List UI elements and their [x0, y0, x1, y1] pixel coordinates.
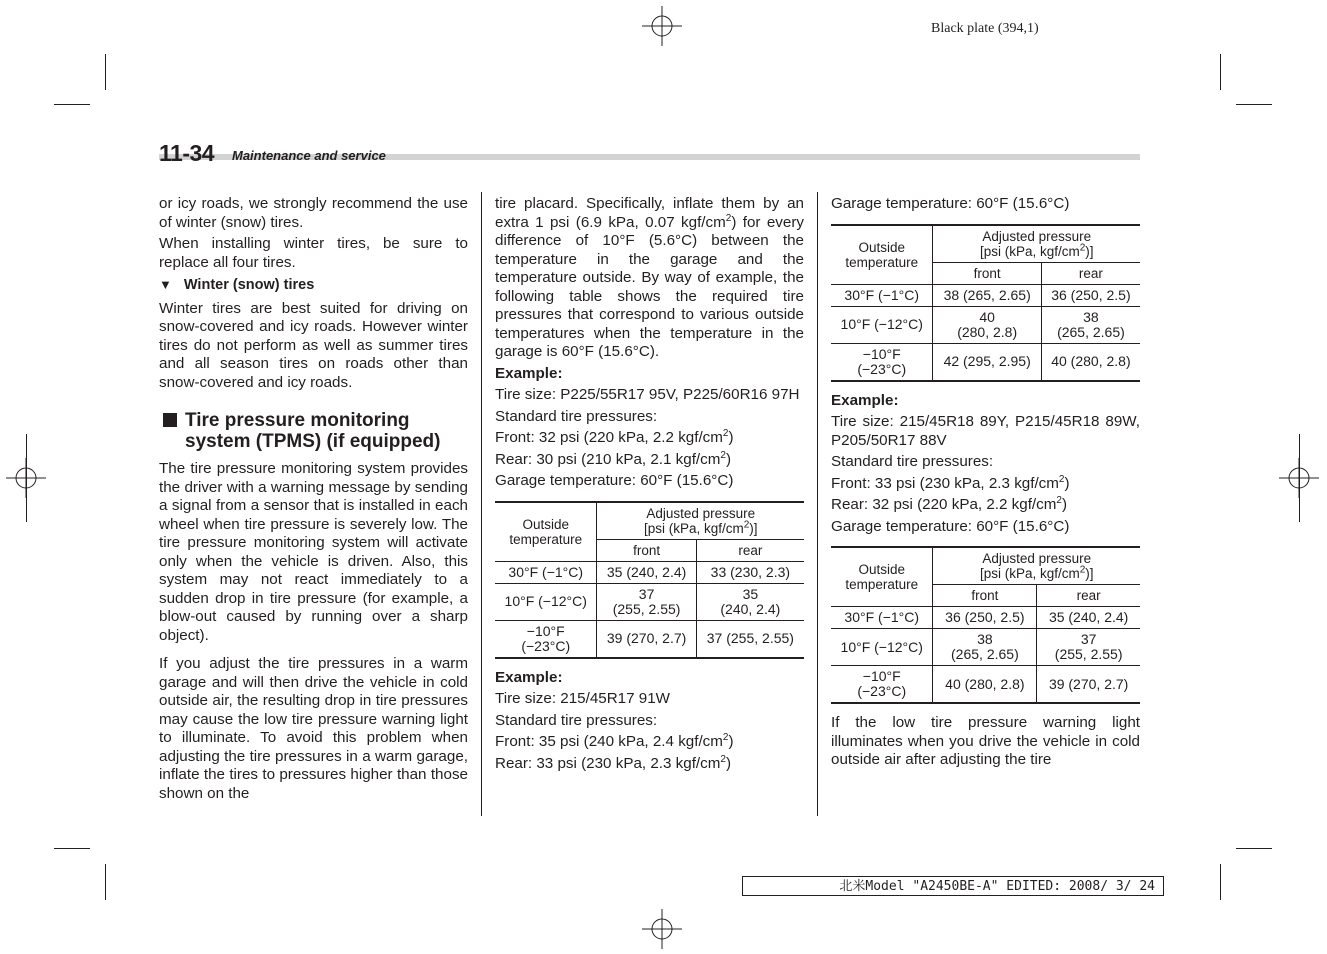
paragraph: If the low tire pressure warning light illuminates when you drive the vehicle in cold outside air after adjusting the tire: [831, 714, 1140, 768]
column-3: [831, 195, 1140, 773]
pressure-table: [831, 546, 1140, 704]
adjusted-header: Adjusted pressure [psi (kPa, kgf/$cm^2$)]: [597, 502, 804, 540]
crop-mark: [1236, 104, 1272, 105]
tpms-heading: [159, 410, 468, 452]
rear-pressure: Rear: 32 psi (220 kPa, 2.2 kgf/$cm^2$): [831, 494, 1068, 513]
outside-temp-header: Outside temperature: [831, 225, 933, 285]
crop-mark: [105, 54, 106, 90]
page-number: 11-34: [159, 140, 215, 166]
paragraph: Winter tires are best suited for driving on snow-covered and icy roads. However winter tires do not perform as well as summer tires and all season tires on roads other than snow-covered and icy roads.: [159, 299, 468, 391]
crop-mark: [1220, 864, 1221, 900]
rear-header: rear: [1037, 585, 1140, 607]
example-label: Example:: [831, 391, 899, 409]
garage-temperature: Garage temperature: 60°F (15.6°C): [831, 517, 1070, 535]
section-title: Maintenance and service: [232, 148, 386, 163]
tire-size: Tire size: 215/45R17 91W: [495, 690, 671, 707]
paragraph: When installing winter tires, be sure to replace all four tires.: [159, 235, 468, 271]
example-label: Example:: [495, 364, 563, 382]
crop-mark: [1220, 54, 1221, 90]
adjusted-header: Adjusted pressure [psi (kPa, kgf/$cm^2$)]: [933, 225, 1140, 263]
crop-mark: [54, 848, 90, 849]
rear-header: rear: [696, 539, 804, 561]
front-pressure: Front: 32 psi (220 kPa, 2.2 kgf/$cm^2$): [495, 427, 734, 446]
column-2: [495, 195, 804, 776]
table-row: −10°F (−23°C) 40 (280, 2.8) 39 (270, 2.7): [831, 666, 1140, 704]
column-divider: [481, 192, 482, 816]
standard-label: Standard tire pressures:: [831, 453, 994, 470]
table-row: 10°F (−12°C) 38 (265, 2.65) 37 (255, 2.55): [831, 629, 1140, 666]
table-row: −10°F (−23°C) 42 (295, 2.95) 40 (280, 2.8): [831, 343, 1140, 381]
paragraph: If you adjust the tire pressures in a warm garage and will then drive the vehicle in cold outside air, the resulting drop in tire pressures may cause the low tire pressure warning light to illuminate. To avoid this problem when adjusting the tire pressures in a warm garage, inflate the tires to pressures higher than those shown on the: [159, 655, 468, 802]
front-pressure: Front: 35 psi (240 kPa, 2.4 kgf/$cm^2$): [495, 731, 734, 750]
standard-label: Standard tire pressures:: [495, 407, 658, 425]
table-row: 30°F (−1°C) 35 (240, 2.4) 33 (230, 2.3): [495, 561, 804, 583]
footer-edit-stamp: 北米Model "A2450BE-A" EDITED: 2008/ 3/ 24: [742, 876, 1164, 896]
column-1: [159, 195, 468, 806]
crop-mark: [54, 104, 90, 105]
table-row: 30°F (−1°C) 36 (250, 2.5) 35 (240, 2.4): [831, 607, 1140, 629]
front-header: front: [933, 262, 1041, 284]
crop-mark: [26, 434, 27, 522]
rear-pressure: Rear: 33 psi (230 kPa, 2.3 kgf/$cm^2$): [495, 753, 732, 772]
triangle-bullet-icon: ▼: [159, 277, 172, 292]
tpms-heading-text: Tire pressure monitoring system (TPMS) (if equipped): [185, 410, 441, 452]
outside-temp-header: Outside temperature: [495, 502, 597, 562]
paragraph: tire placard. Specifically, inflate them by an extra 1 psi (6.9 kPa, 0.07 kgf/$cm^2$) for every difference of 10°F (5.6°C) between the temperature in the garage and the temperature outside. By way of example, the following table shows the required tire pressures that correspond to various outside temperatures when the temperature in the garage is 60°F (15.6°C).: [495, 195, 804, 360]
garage-temperature: Garage temperature: 60°F (15.6°C): [495, 472, 734, 489]
adjusted-header: Adjusted pressure [psi (kPa, kgf/$cm^2$)]: [933, 547, 1140, 585]
outside-temp-header: Outside temperature: [831, 547, 933, 607]
crop-mark: [1236, 848, 1272, 849]
table-row: 10°F (−12°C) 37 (255, 2.55) 35 (240, 2.4): [495, 583, 804, 620]
front-header: front: [597, 539, 696, 561]
plate-label: Black plate (394,1): [931, 21, 1039, 36]
rear-pressure: Rear: 30 psi (210 kPa, 2.1 kgf/$cm^2$): [495, 449, 732, 468]
example-label: Example:: [495, 668, 563, 686]
crop-mark: [1299, 434, 1300, 522]
standard-label: Standard tire pressures:: [495, 711, 658, 729]
pressure-table: [495, 501, 804, 659]
column-divider: [817, 192, 818, 816]
rear-header: rear: [1041, 262, 1140, 284]
front-header: front: [933, 585, 1037, 607]
winter-heading-text: Winter (snow) tires: [183, 277, 315, 293]
paragraph: or icy roads, we strongly recommend the use of winter (snow) tires.: [159, 195, 468, 231]
crop-mark: [105, 864, 106, 900]
paragraph: The tire pressure monitoring system provides the driver with a warning message by sending a signal from a sensor that is installed in each wheel when tire pressure is severely low. The tire pressure monitoring system will activate only when the vehicle is driven. Also, this system may not react immediately to a sudden drop in tire pressure (for example, a blow-out caused by running over a sharp object).: [159, 460, 468, 644]
tire-size: Tire size: P225/55R17 95V, P225/60R16 97H: [495, 386, 800, 403]
winter-heading: [159, 276, 468, 295]
table-row: 30°F (−1°C) 38 (265, 2.65) 36 (250, 2.5): [831, 284, 1140, 306]
registration-mark-icon: [642, 6, 682, 46]
pressure-table: [831, 224, 1140, 382]
tire-size: Tire size: 215/45R18 89Y, P215/45R18 89W, P205/50R17 88V: [831, 413, 1140, 449]
registration-mark-icon: [642, 909, 682, 949]
garage-temperature: Garage temperature: 60°F (15.6°C): [831, 195, 1070, 212]
front-pressure: Front: 33 psi (230 kPa, 2.3 kgf/$cm^2$): [831, 473, 1070, 492]
table-row: −10°F (−23°C) 39 (270, 2.7) 37 (255, 2.55): [495, 620, 804, 658]
square-bullet-icon: [163, 413, 177, 427]
table-row: 10°F (−12°C) 40 (280, 2.8) 38 (265, 2.65): [831, 306, 1140, 343]
